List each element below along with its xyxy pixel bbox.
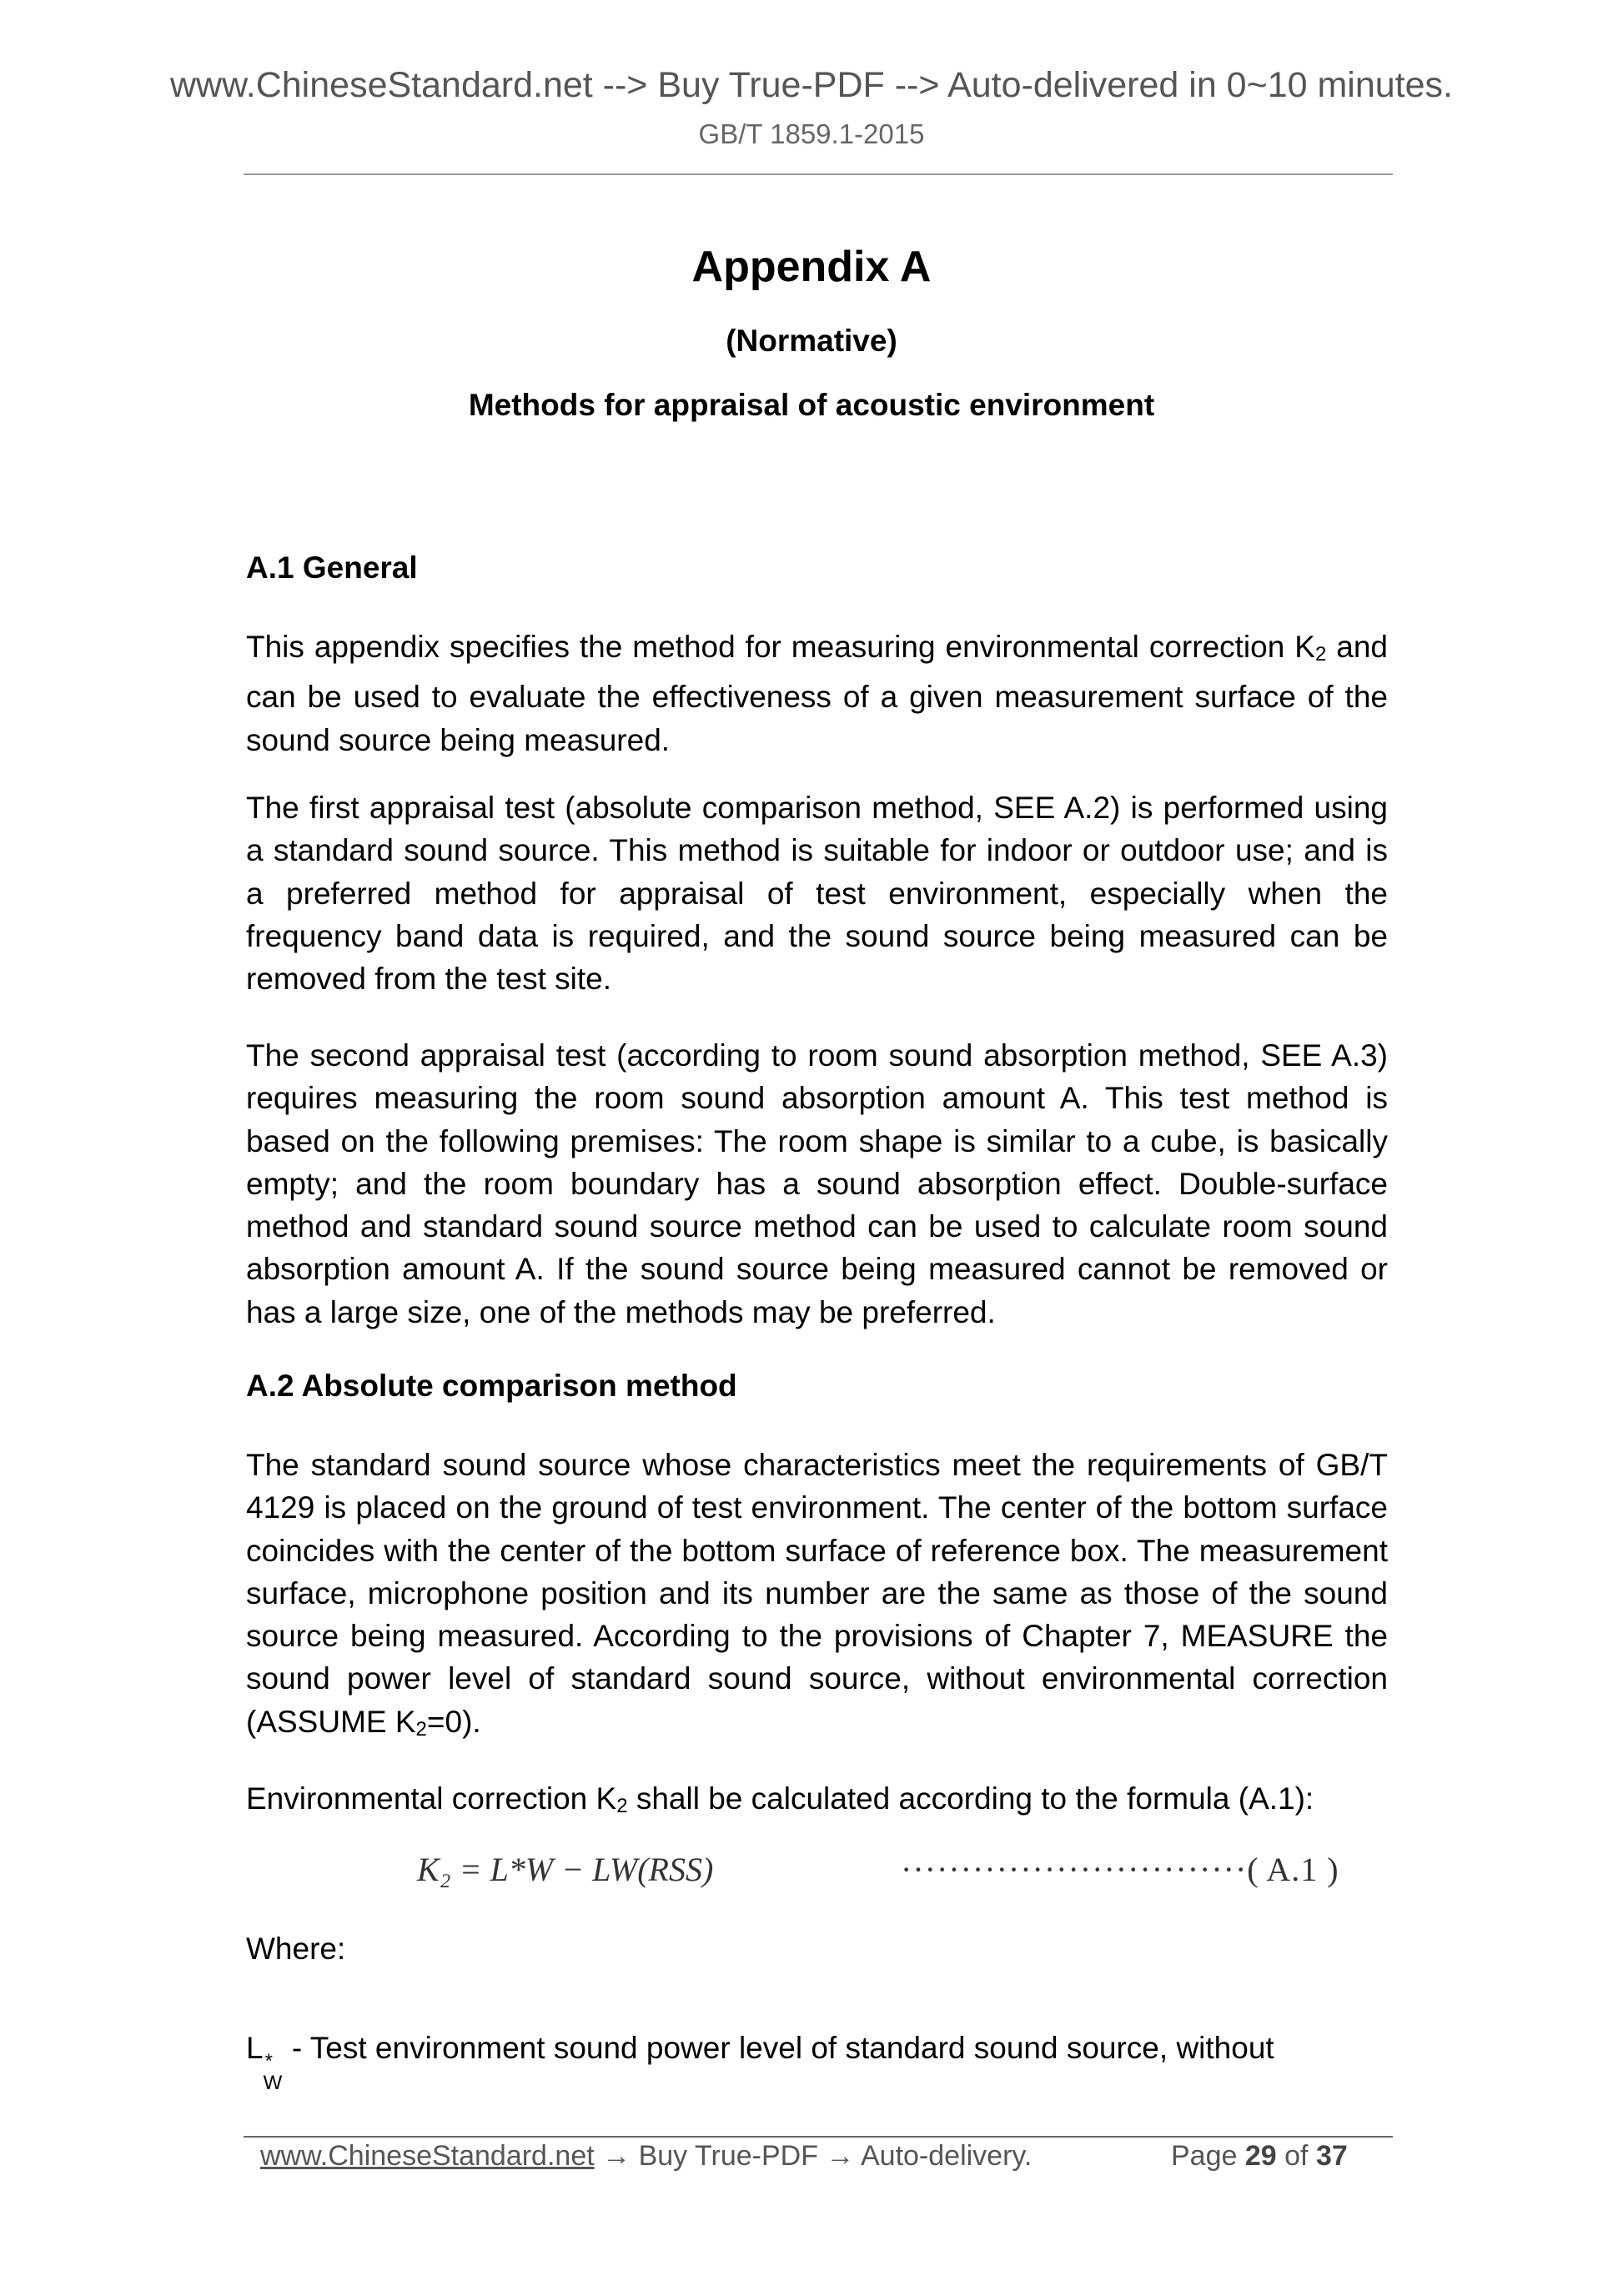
page-title: Appendix A: [691, 243, 932, 291]
paragraph: The first appraisal test (absolute comparison method, SEE A.2) is performed using a standard sound source. This method is suitable for indoor or outdoor use; and is a preferred method for appraisal of test environment, especially when the frequency band data is required, and the sound source being measured can be removed from the test site.: [246, 791, 1388, 997]
section-a2-title: A.2 Absolute comparison method: [246, 1369, 737, 1403]
header-banner: www.ChineseStandard.net --> Buy True-PDF --> Auto-delivered in 0~10 minutes.: [169, 65, 1453, 105]
page-indicator: Page 29 of 37: [1171, 2140, 1348, 2172]
appendix-heading: Methods for appraisal of acoustic environment: [468, 388, 1155, 422]
paragraph: The standard sound source whose characteristics meet the requirements of GB/T 4129 is placed on the ground of test environment. The center of the bottom surface coincides with the center of the bottom surface of reference box. The measurement surface, microphone position and its number are the same as those of the sound source being measured. According to the provisions of Chapter 7, MEASURE the sound power level of standard sound source, without environmental correction (ASSUME $K_2=0$).: [246, 1448, 1388, 1741]
paragraph: Environmental correction $K_2$ shall be calculated according to the formula (A.1):: [246, 1781, 1314, 1817]
formula-number: ·····························( A.1 ): [901, 1851, 1339, 1888]
standard-number: GB/T 1859.1-2015: [698, 118, 925, 149]
formula-a1: [417, 1850, 1393, 1900]
header-divider: [244, 173, 1393, 175]
footer-link[interactable]: www.ChineseStandard.net: [260, 2140, 595, 2172]
formula-expression: K₂ = L*W − LW(RSS): [417, 1851, 714, 1888]
subtitle: (Normative): [726, 324, 897, 358]
where-label: Where:: [246, 1932, 346, 1966]
footer-divider: [244, 2136, 1393, 2138]
section-a1-title: A.1 General: [246, 550, 418, 585]
paragraph: This appendix specifies the method for measuring environmental correction $K_2$ and can be used to evaluate the effectiveness of a given measurement surface of the sound source being measured.: [246, 630, 1389, 757]
definition-line: L * W - Test environment sound power level of standard sound source, without: [246, 2031, 1274, 2094]
footer-text: www.ChineseStandard.net → Buy True-PDF → Auto-delivery.: [260, 2140, 1033, 2172]
paragraph: The second appraisal test (according to room sound absorption method, SEE A.3) requires measuring the room sound absorption amount A. This test method is based on the following premises: The room shape is similar to a cube, is basically empty; and the room boundary has a sound absorption effect. Double-surface method and standard sound source method can be used to calculate room sound absorption amount A. If the sound source being measured cannot be removed or has a large size, one of the methods may be preferred.: [246, 1038, 1388, 1329]
